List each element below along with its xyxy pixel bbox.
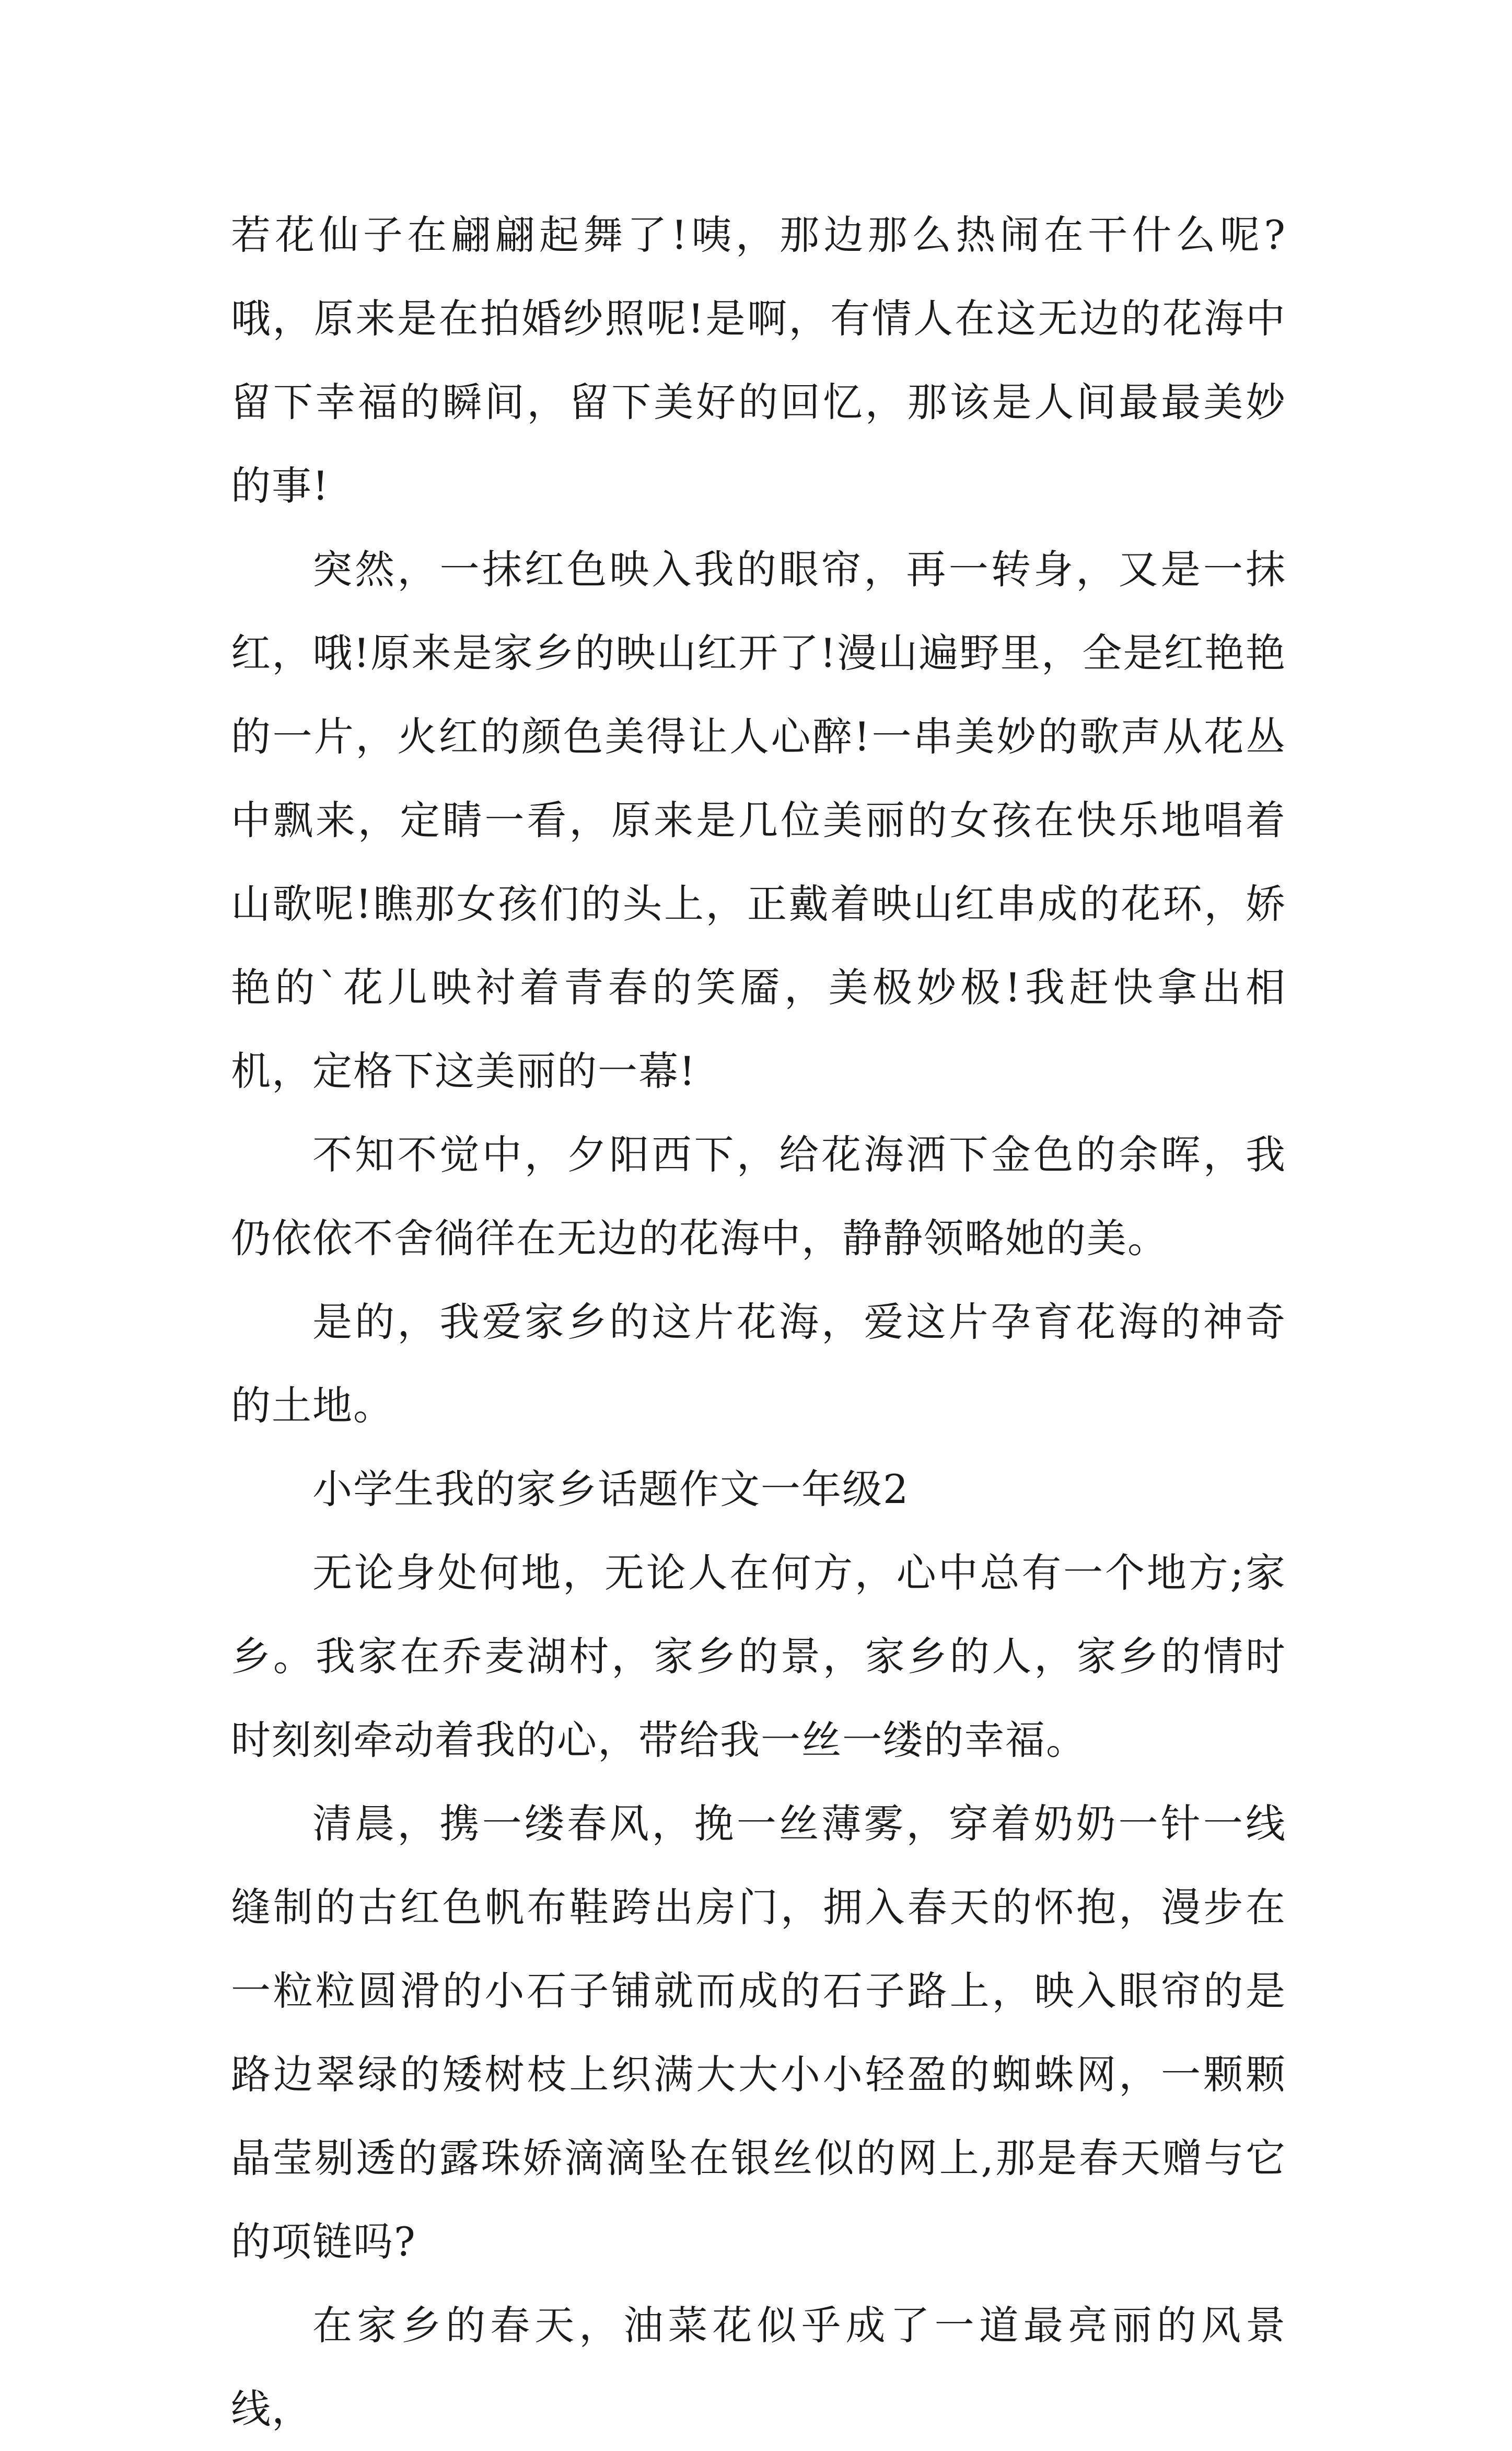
- paragraph-5: 无论身处何地，无论人在何方，心中总有一个地方;家乡。我家在乔麦湖村，家乡的景，家乡的人，家乡的情时时刻刻牵动着我的心，带给我一丝一缕的幸福。: [231, 1550, 1286, 1763]
- paragraph-4: 是的，我爱家乡的这片花海，爱这片孕育花海的神奇的土地。: [231, 1299, 1286, 1429]
- paragraph-7: 在家乡的春天，油菜花似乎成了一道最亮丽的风景线，: [231, 2302, 1286, 2432]
- section-heading: 小学生我的家乡话题作文一年级2: [312, 1466, 910, 1512]
- body-text: [231, 193, 1286, 2451]
- paragraph-3: 不知不觉中，夕阳西下，给花海洒下金色的余晖，我仍依依不舍徜徉在无边的花海中，静静领略她的美。: [231, 1131, 1286, 1262]
- paragraph-2: 突然，一抹红色映入我的眼帘，再一转身，又是一抹红，哦!原来是家乡的映山红开了!漫山遍野里，全是红艳艳的一片，火红的颜色美得让人心醉!一串美妙的歌声从花丛中飘来，定睛一看，原来是几位美丽的女孩在快乐地唱着山歌呢!瞧那女孩们的头上，正戴着映山红串成的花环，娇艳的`花儿映衬着青春的笑靥，美极妙极!我赶快拿出相机，定格下这美丽的一幕!: [231, 546, 1286, 1094]
- paragraph-6: 清晨，携一缕春风，挽一丝薄雾，穿着奶奶一针一线缝制的古红色帆布鞋跨出房门，拥入春天的怀抱，漫步在一粒粒圆滑的小石子铺就而成的石子路上，映入眼帘的是路边翠绿的矮树枝上织满大大小小轻盈的蜘蛛网，一颗颗晶莹剔透的露珠娇滴滴坠在银丝似的网上,那是春天赠与它的项链吗?: [231, 1800, 1286, 2265]
- paragraph-1: 若花仙子在翩翩起舞了!咦，那边那么热闹在干什么呢?哦，原来是在拍婚纱照呢!是啊，有情人在这无边的花海中留下幸福的瞬间，留下美好的回忆，那该是人间最最美妙的事!: [231, 212, 1286, 509]
